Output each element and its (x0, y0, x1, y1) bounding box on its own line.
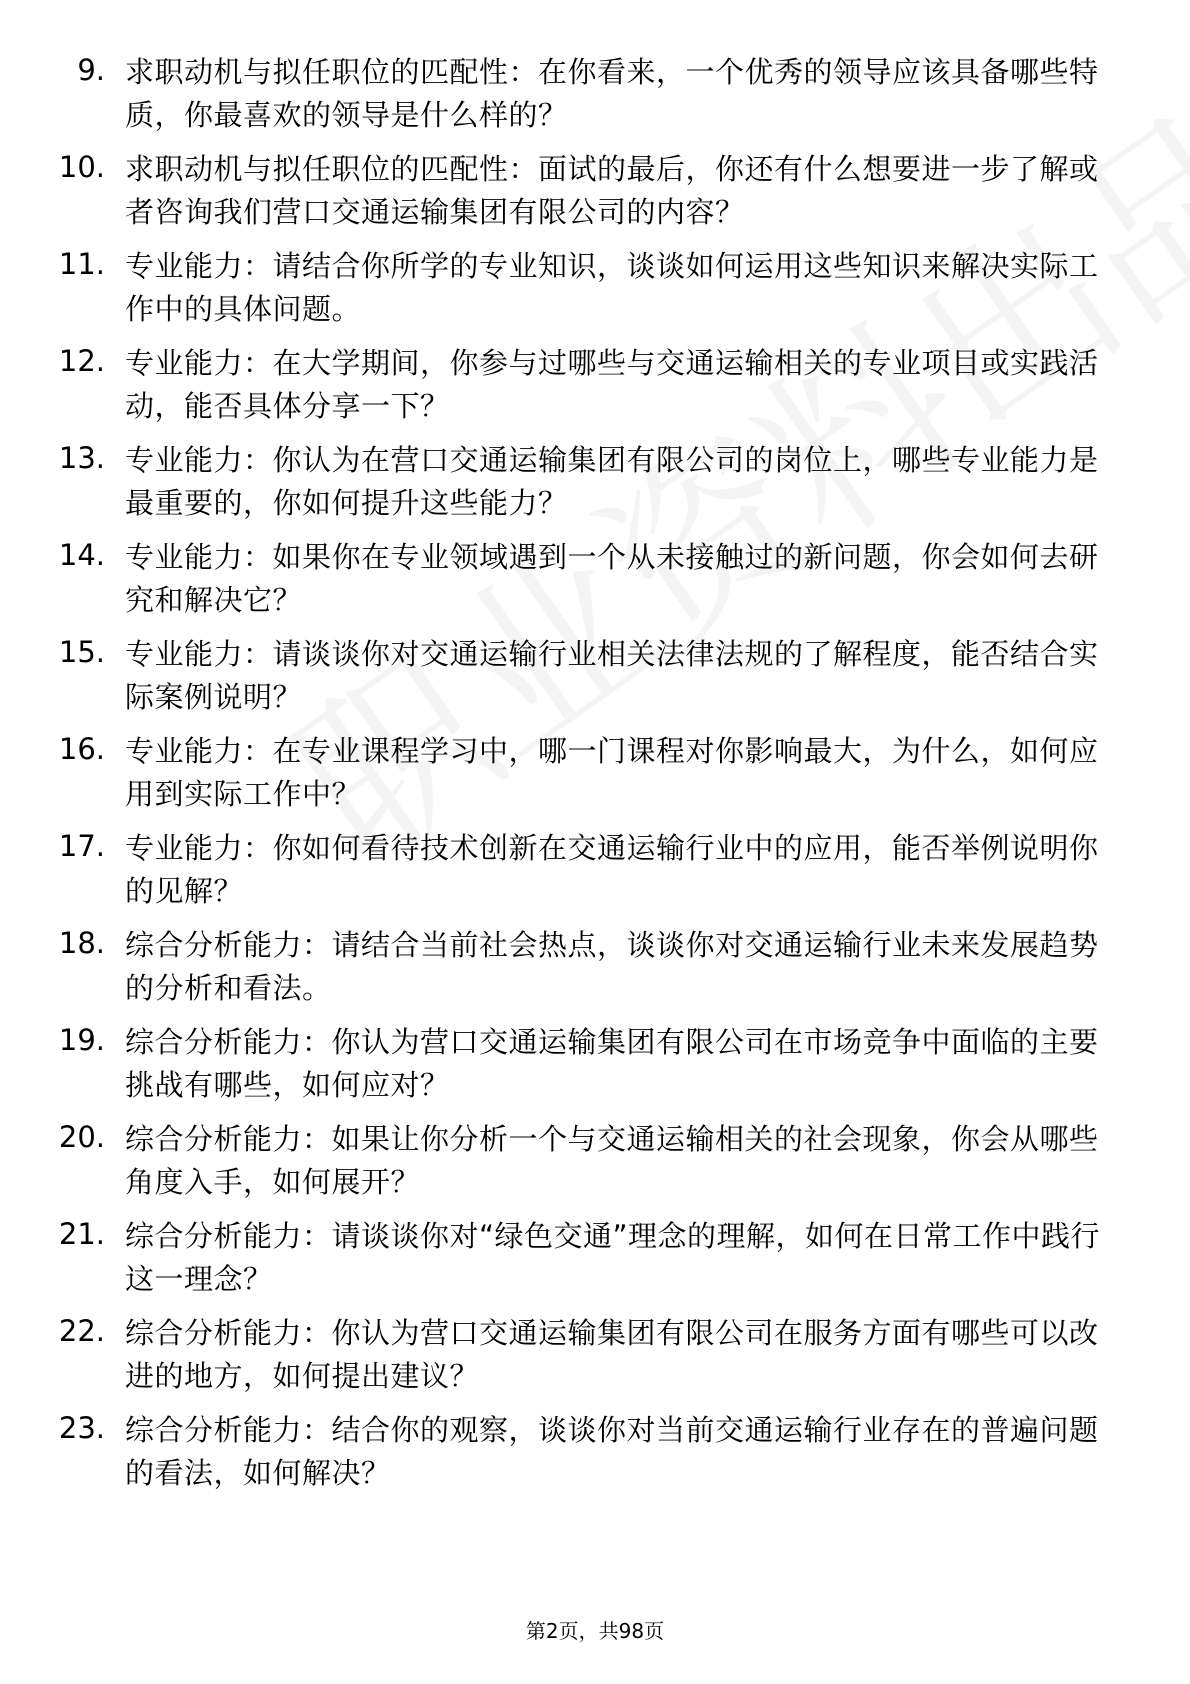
question-item (0, 51, 1190, 138)
question-number: 15. (58, 635, 105, 669)
question-item (0, 1312, 1190, 1399)
question-item (0, 827, 1190, 914)
question-text: 综合分析能力：请谈谈你对“绿色交通”理念的理解，如何在日常工作中践行这一理念？ (125, 1219, 1101, 1296)
question-text: 专业能力：你认为在营口交通运输集团有限公司的岗位上，哪些专业能力是最重要的，你如何提升这些能力？ (125, 443, 1099, 520)
question-number: 17. (58, 829, 105, 863)
question-text: 综合分析能力：请结合当前社会热点，谈谈你对交通运输行业未来发展趋势的分析和看法。 (125, 928, 1099, 1005)
question-number: 21. (58, 1217, 105, 1251)
question-number: 19. (58, 1023, 105, 1057)
question-text: 专业能力：如果你在专业领域遇到一个从未接触过的新问题，你会如何去研究和解决它？ (125, 540, 1099, 617)
question-text: 综合分析能力：结合你的观察，谈谈你对当前交通运输行业存在的普遍问题的看法，如何解决？ (125, 1413, 1099, 1490)
question-number: 20. (58, 1120, 105, 1154)
question-item (0, 730, 1190, 817)
question-text: 综合分析能力：你认为营口交通运输集团有限公司在服务方面有哪些可以改进的地方，如何提出建议？ (125, 1316, 1099, 1393)
question-list (0, 51, 1190, 1506)
question-text: 求职动机与拟任职位的匹配性：面试的最后，你还有什么想要进一步了解或者咨询我们营口交通运输集团有限公司的内容？ (125, 152, 1099, 229)
question-text: 综合分析能力：你认为营口交通运输集团有限公司在市场竞争中面临的主要挑战有哪些，如何应对？ (125, 1025, 1099, 1102)
question-item (0, 439, 1190, 526)
question-item (0, 148, 1190, 235)
question-item (0, 245, 1190, 332)
question-item (0, 1118, 1190, 1205)
question-item (0, 1215, 1190, 1302)
question-item (0, 633, 1190, 720)
question-item (0, 1409, 1190, 1496)
page-footer (0, 1618, 1190, 1644)
question-number: 12. (58, 344, 105, 378)
question-number: 23. (58, 1411, 105, 1445)
question-text: 求职动机与拟任职位的匹配性：在你看来，一个优秀的领导应该具备哪些特质，你最喜欢的领导是什么样的？ (125, 55, 1099, 132)
question-text: 专业能力：在大学期间，你参与过哪些与交通运输相关的专业项目或实践活动，能否具体分享一下？ (125, 346, 1099, 423)
question-number: 14. (58, 538, 105, 572)
question-text: 专业能力：你如何看待技术创新在交通运输行业中的应用，能否举例说明你的见解？ (125, 831, 1099, 908)
question-text: 专业能力：在专业课程学习中，哪一门课程对你影响最大，为什么，如何应用到实际工作中？ (125, 734, 1099, 811)
question-number: 18. (58, 926, 105, 960)
question-number: 16. (58, 732, 105, 766)
question-number: 22. (58, 1314, 105, 1348)
question-number: 9. (77, 53, 105, 87)
question-item (0, 536, 1190, 623)
question-number: 10. (58, 150, 105, 184)
question-text: 专业能力：请结合你所学的专业知识，谈谈如何运用这些知识来解决实际工作中的具体问题。 (125, 249, 1099, 326)
question-text: 专业能力：请谈谈你对交通运输行业相关法律法规的了解程度，能否结合实际案例说明？ (125, 637, 1099, 714)
question-number: 11. (58, 247, 105, 281)
question-number: 13. (58, 441, 105, 475)
question-item (0, 342, 1190, 429)
question-text: 综合分析能力：如果让你分析一个与交通运输相关的社会现象，你会从哪些角度入手，如何展开？ (125, 1122, 1099, 1199)
page-number-label: 第2页，共98页 (525, 1619, 665, 1643)
question-item (0, 1021, 1190, 1108)
question-item (0, 924, 1190, 1011)
